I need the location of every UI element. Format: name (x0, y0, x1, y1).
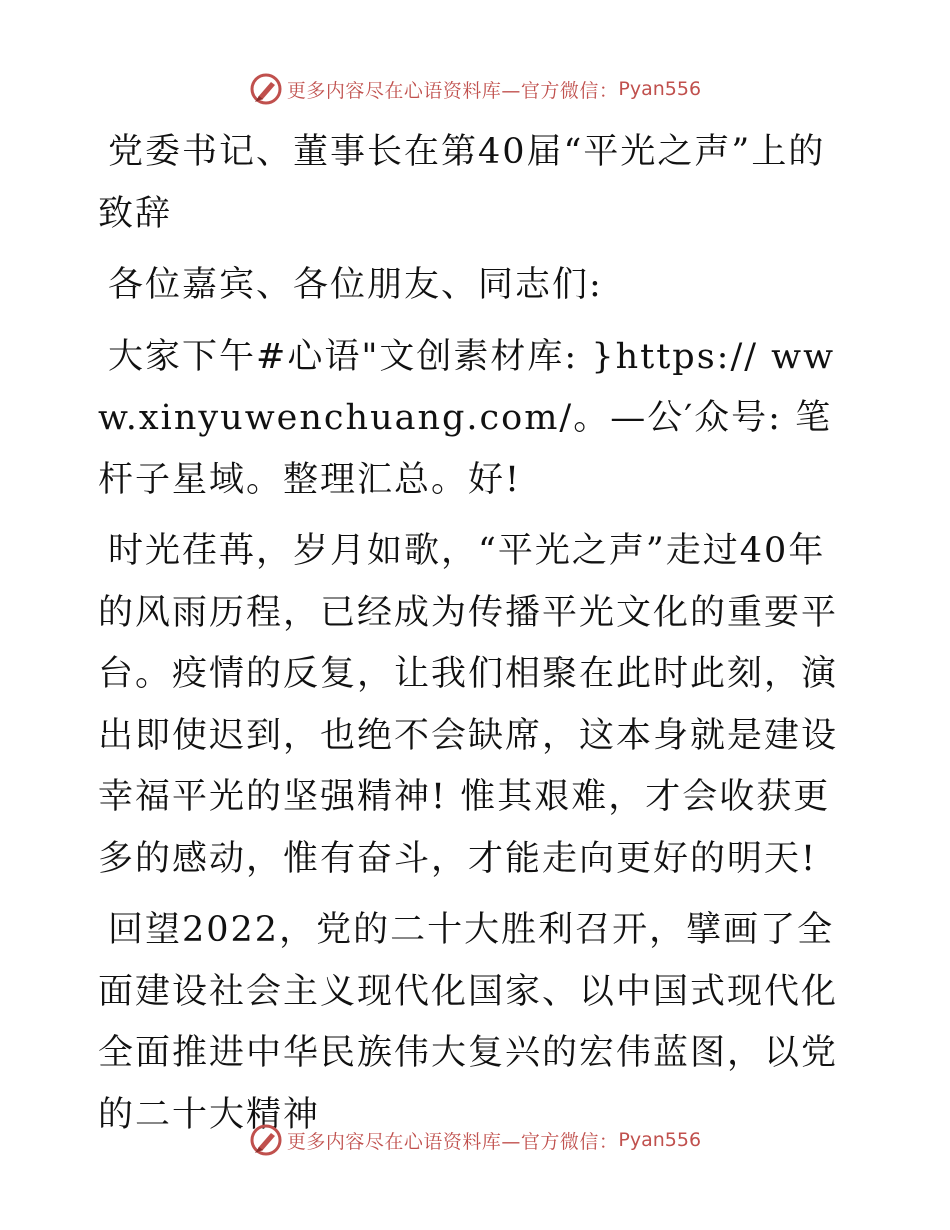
header-watermark (0, 72, 950, 106)
watermark-wechat-id: Pyan556 (618, 78, 702, 100)
watermark-text: 更多内容尽在心语资料库—官方微信： (286, 79, 619, 102)
pen-logo-icon (249, 72, 283, 106)
watermark-wechat-id: Pyan556 (618, 1129, 702, 1151)
salutation: 各位嘉宾、各位朋友、同志们: (108, 265, 603, 305)
paragraph: 回望2022，党的二十大胜利召开，擘画了全面建设社会主义现代化国家、以中国式现代化全面推进中华民族伟大复兴的宏伟蓝图，以党的二十大精神 (98, 910, 839, 1135)
paragraph: 时光荏苒，岁月如歌，“平光之声”走过40年的风雨历程，已经成为传播平光文化的重要平台。疫情的反复，让我们相聚在此时此刻，演出即使迟到，也绝不会缺席，这本身就是建设幸福平光的坚强精神! 惟其艰难，才会收获更多的感动，惟有奋斗，才能走向更好的明天! (98, 531, 839, 879)
watermark-text: 更多内容尽在心语资料库—官方微信： (286, 1130, 619, 1153)
document-body (98, 122, 850, 1146)
pen-logo-icon (249, 1123, 283, 1157)
paragraph: 大家下午#心语"文创素材库: }https:// www.xinyuwenchuang.com/。—公′众号: 笔杆子星域。整理汇总。好! (98, 336, 836, 500)
document-title: 党委书记、董事长在第40届“平光之声”上的致辞 (98, 132, 826, 234)
footer-watermark (0, 1123, 950, 1157)
